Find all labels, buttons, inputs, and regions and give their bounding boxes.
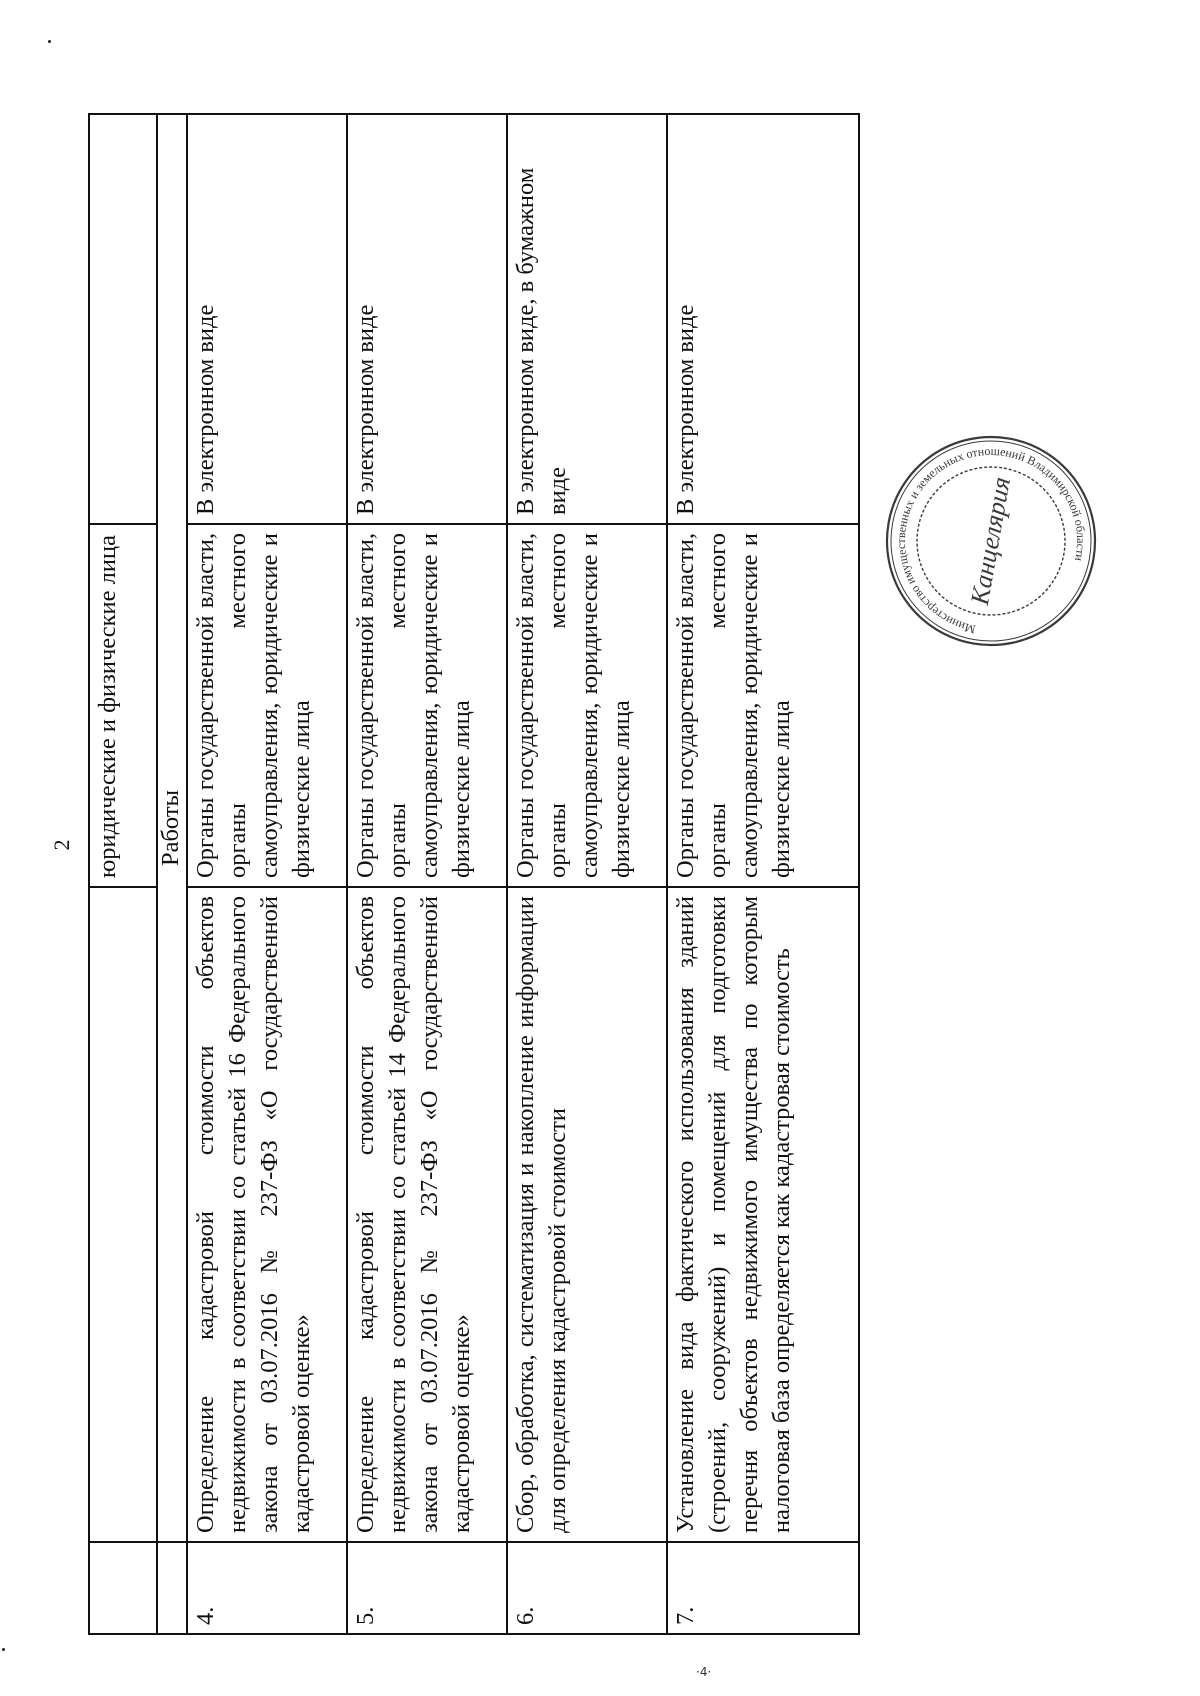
services-table-rotated <box>88 115 858 1635</box>
cell-name: Установление вида фактического использования зданий (строений, сооружений) и помещений для подготовки перечня объектов недвижимого имущества по которым налоговая база определяется как кадастровая стоимость <box>667 887 859 1542</box>
table-row <box>507 114 667 1634</box>
cell-recipients: Органы государственной власти, органы местного самоуправления, юридические и физические лица <box>507 524 667 887</box>
cell-name: Определение кадастровой стоимости объектов недвижимости в соответствии со статьей 14 Федерального закона от 03.07.2016 № 237-ФЗ «О государственной кадастровой оценке» <box>347 887 507 1542</box>
services-table <box>88 113 860 1635</box>
cell-recipients: Органы государственной власти, органы местного самоуправления, юридические и физические лица <box>187 524 347 887</box>
cell-num: 6. <box>507 1542 667 1634</box>
table-row <box>347 114 507 1634</box>
section-title: Работы <box>157 114 187 1542</box>
cell-recipients: Органы государственной власти, органы местного самоуправления, юридические и физические лица <box>667 524 859 887</box>
cell-num-empty <box>89 1542 157 1634</box>
cell-recipients: юридические и физические лица <box>89 524 157 887</box>
cell-form: В электронном виде <box>347 114 507 524</box>
cell-form: В электронном виде, в бумажном виде <box>507 114 667 524</box>
cell-num: 4. <box>187 1542 347 1634</box>
cell-form: В электронном виде <box>187 114 347 524</box>
scan-mark: ·4· <box>696 1665 712 1679</box>
table-row-section <box>157 114 187 1634</box>
cell-num: 7. <box>667 1542 859 1634</box>
table-row-continuation <box>89 114 157 1634</box>
table-row <box>187 114 347 1634</box>
table-row <box>667 114 859 1634</box>
cell-form-empty <box>89 114 157 524</box>
scan-speck <box>2 1648 5 1651</box>
cell-num: 5. <box>347 1542 507 1634</box>
stamp-center-text: Канцелярия <box>965 474 1017 608</box>
stamp-ring-text: Министерство имущественных и земельных отношений Владимирской области <box>893 443 1089 637</box>
cell-recipients: Органы государственной власти, органы местного самоуправления, юридические и физические лица <box>347 524 507 887</box>
cell-name: Сбор, обработка, систематизация и накопление информации для определения кадастровой стоимости <box>507 887 667 1542</box>
cell-name: Определение кадастровой стоимости объектов недвижимости в соответствии со статьей 16 Федерального закона от 03.07.2016 № 237-ФЗ «О государственной кадастровой оценке» <box>187 887 347 1542</box>
cell-section-num-empty <box>157 1542 187 1634</box>
scan-speck <box>48 40 51 43</box>
cell-name-empty <box>89 887 157 1542</box>
cell-form: В электронном виде <box>667 114 859 524</box>
page-number: 2 <box>49 839 74 851</box>
office-stamp <box>880 430 1102 652</box>
